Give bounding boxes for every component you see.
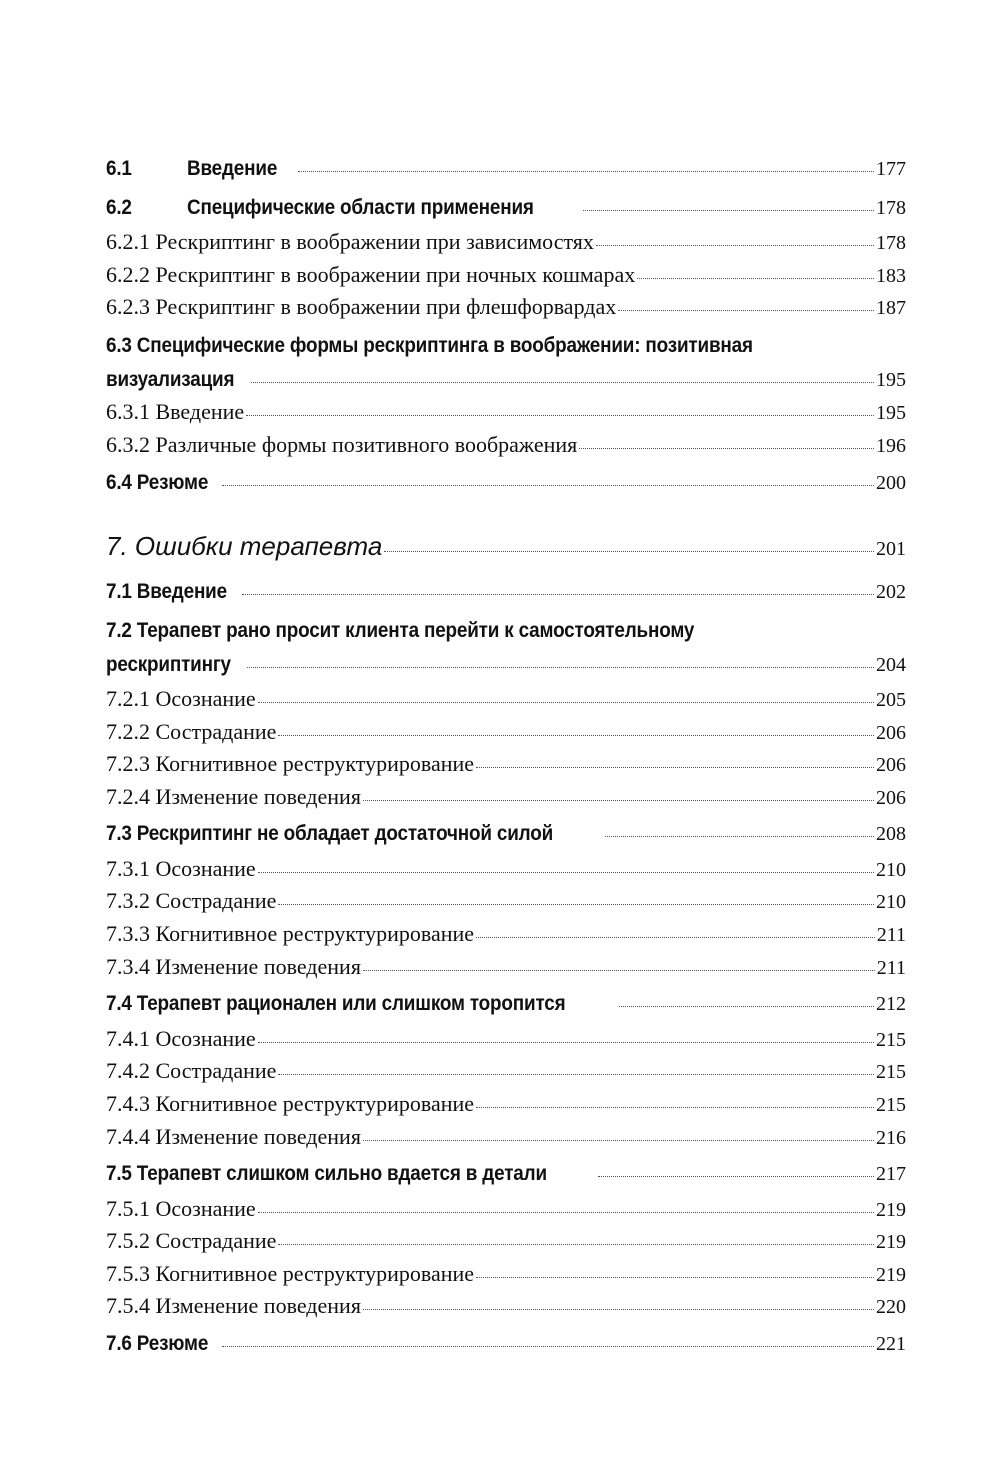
toc-entry-7-4-3[interactable] <box>106 1091 906 1117</box>
dot-leader <box>278 735 874 736</box>
toc-entry-6-2-1[interactable] <box>106 229 906 255</box>
page-number: 215 <box>876 1094 906 1116</box>
entry-title: 7.3.1 Осознание <box>106 856 256 881</box>
dot-leader <box>258 872 874 873</box>
dot-leader <box>247 667 874 668</box>
toc-entry-7-5-1[interactable] <box>106 1196 906 1222</box>
entry-title: 7.6 Резюме <box>106 1332 209 1355</box>
entry-title: 7.2.3 Когнитивное реструктурирование <box>106 751 475 776</box>
entry-title: 7.4 Терапевт рационален или слишком торопится <box>106 992 566 1015</box>
entry-title: 7.4.4 Изменение поведения <box>106 1124 361 1149</box>
dot-leader <box>618 310 874 311</box>
section-number: 6.1 <box>106 157 132 180</box>
toc-entry-7-2-line1[interactable]: 7.2 Терапевт рано просит клиента перейти к самостоятельному <box>106 619 695 642</box>
toc-entry-6-3-line1[interactable]: 6.3 Специфические формы рескриптинга в воображении: позитивная <box>106 334 753 357</box>
dot-leader <box>251 382 874 383</box>
toc-entry-7-2-4[interactable] <box>106 784 906 810</box>
entry-title: 7.4.2 Сострадание <box>106 1058 277 1083</box>
dot-leader <box>258 1042 874 1043</box>
section-title: Введение <box>187 157 278 180</box>
toc-entry-7-2-2[interactable] <box>106 719 906 745</box>
toc-entry-6-2-2[interactable] <box>106 262 906 288</box>
page-number: 178 <box>876 232 906 254</box>
toc-entry-6-2-3[interactable] <box>106 294 906 320</box>
entry-title: 6.2.1 Рескриптинг в воображении при зависимостях <box>106 229 594 254</box>
toc-entry-7-4-2[interactable] <box>106 1058 906 1084</box>
entry-title: 7.2.1 Осознание <box>106 686 256 711</box>
dot-leader <box>298 171 874 172</box>
page-number: 219 <box>876 1231 906 1253</box>
dot-leader <box>583 210 874 211</box>
dot-leader <box>476 1277 874 1278</box>
entry-title: 7.3 Рескриптинг не обладает достаточной силой <box>106 822 554 845</box>
page-number: 217 <box>876 1163 906 1185</box>
dot-leader <box>363 1140 874 1141</box>
page-number: 204 <box>876 654 906 676</box>
page-number: 211 <box>876 957 906 979</box>
entry-title: 6.2.3 Рескриптинг в воображении при флешфорвардах <box>106 294 617 319</box>
page-number: 210 <box>876 891 906 913</box>
dot-leader <box>363 1309 874 1310</box>
dot-leader <box>596 245 874 246</box>
dot-leader <box>619 1006 875 1007</box>
dot-leader <box>278 1074 874 1075</box>
entry-title: 7.3.3 Когнитивное реструктурирование <box>106 921 475 946</box>
entry-title: 7.5.3 Когнитивное реструктурирование <box>106 1261 475 1286</box>
toc-entry-7-4[interactable] <box>106 992 906 1016</box>
page-number: 216 <box>876 1127 906 1149</box>
entry-title: 6.3.2 Различные формы позитивного воображения <box>106 432 578 457</box>
chapter-title: 7. Ошибки терапевта <box>106 531 383 561</box>
dot-leader <box>258 1212 874 1213</box>
page-number: 206 <box>876 787 906 809</box>
entry-title: 6.2.2 Рескриптинг в воображении при ночных кошмарах <box>106 262 636 287</box>
dot-leader <box>384 551 874 552</box>
page-number: 201 <box>876 538 906 560</box>
page-number: 215 <box>876 1061 906 1083</box>
entry-title: 7.5 Терапевт слишком сильно вдается в детали <box>106 1162 547 1185</box>
page-number: 211 <box>876 924 906 946</box>
page-number: 206 <box>876 754 906 776</box>
dot-leader <box>637 278 874 279</box>
toc-entry-6-3-1[interactable] <box>106 399 906 425</box>
toc-entry-7-1[interactable] <box>106 580 906 604</box>
entry-title: 7.3.4 Изменение поведения <box>106 954 361 979</box>
toc-entry-7-5[interactable] <box>106 1162 906 1186</box>
dot-leader <box>598 1176 874 1177</box>
dot-leader <box>246 415 874 416</box>
page-number: 219 <box>876 1264 906 1286</box>
dot-leader <box>476 1107 874 1108</box>
page-number: 220 <box>876 1296 906 1318</box>
entry-title: рескриптингу <box>106 653 231 676</box>
page-number: 183 <box>876 265 906 287</box>
page-number: 219 <box>876 1199 906 1221</box>
toc-entry-7-6[interactable] <box>106 1332 906 1356</box>
page-number: 196 <box>876 435 906 457</box>
toc-chapter-7[interactable] <box>106 531 906 562</box>
entry-title: 7.3.2 Сострадание <box>106 888 277 913</box>
section-number: 6.2 <box>106 196 132 219</box>
page-number: 195 <box>876 369 906 391</box>
dot-leader <box>278 904 874 905</box>
toc-entry-7-5-4[interactable] <box>106 1293 906 1319</box>
dot-leader <box>476 937 875 938</box>
entry-title: 6.4 Резюме <box>106 471 209 494</box>
dot-leader <box>222 1346 874 1347</box>
dot-leader <box>278 1244 874 1245</box>
dot-leader <box>605 836 874 837</box>
page-number: 221 <box>876 1333 906 1355</box>
dot-leader <box>476 767 874 768</box>
toc-entry-7-3[interactable] <box>106 822 906 846</box>
dot-leader <box>363 970 875 971</box>
toc-entry-7-2-1[interactable] <box>106 686 906 712</box>
page-number: 215 <box>876 1029 906 1051</box>
page-number: 212 <box>876 993 906 1015</box>
toc-entry-6-2[interactable] <box>106 196 906 220</box>
page-number: 206 <box>876 722 906 744</box>
entry-title: 7.2.4 Изменение поведения <box>106 784 361 809</box>
entry-title: 6.3.1 Введение <box>106 399 245 424</box>
page-number: 178 <box>876 197 906 219</box>
entry-title: 7.1 Введение <box>106 580 227 603</box>
entry-title: визуализация <box>106 368 235 391</box>
entry-title: 7.5.2 Сострадание <box>106 1228 277 1253</box>
dot-leader <box>222 485 874 486</box>
entry-title: 7.5.4 Изменение поведения <box>106 1293 361 1318</box>
page-number: 208 <box>876 823 906 845</box>
toc-entry-7-3-4[interactable] <box>106 954 906 980</box>
dot-leader <box>258 702 874 703</box>
section-title: Специфические области применения <box>187 196 534 219</box>
page-number: 195 <box>876 402 906 424</box>
dot-leader <box>363 800 874 801</box>
dot-leader <box>242 594 874 595</box>
toc-entry-7-3-1[interactable] <box>106 856 906 882</box>
entry-title: 7.5.1 Осознание <box>106 1196 256 1221</box>
toc-entry-7-2[interactable] <box>106 653 906 677</box>
entry-title: 7.4.3 Когнитивное реструктурирование <box>106 1091 475 1116</box>
toc-entry-7-5-3[interactable] <box>106 1261 906 1287</box>
toc-entry-7-5-2[interactable] <box>106 1228 906 1254</box>
toc-entry-7-2-3[interactable] <box>106 751 906 777</box>
page-number: 202 <box>876 581 906 603</box>
toc-entry-7-4-1[interactable] <box>106 1026 906 1052</box>
toc-entry-6-1[interactable] <box>106 157 906 181</box>
page-number: 210 <box>876 859 906 881</box>
toc-entry-7-3-3[interactable] <box>106 921 906 947</box>
dot-leader <box>579 448 874 449</box>
page-number: 187 <box>876 297 906 319</box>
toc-entry-6-4[interactable] <box>106 471 906 495</box>
page-number: 200 <box>876 472 906 494</box>
toc-entry-6-3-2[interactable] <box>106 432 906 458</box>
toc-entry-6-3[interactable] <box>106 368 906 392</box>
entry-title: 7.2.2 Сострадание <box>106 719 277 744</box>
entry-title: 7.4.1 Осознание <box>106 1026 256 1051</box>
page-number: 177 <box>876 158 906 180</box>
toc-entry-7-4-4[interactable] <box>106 1124 906 1150</box>
toc-entry-7-3-2[interactable] <box>106 888 906 914</box>
page-number: 205 <box>876 689 906 711</box>
